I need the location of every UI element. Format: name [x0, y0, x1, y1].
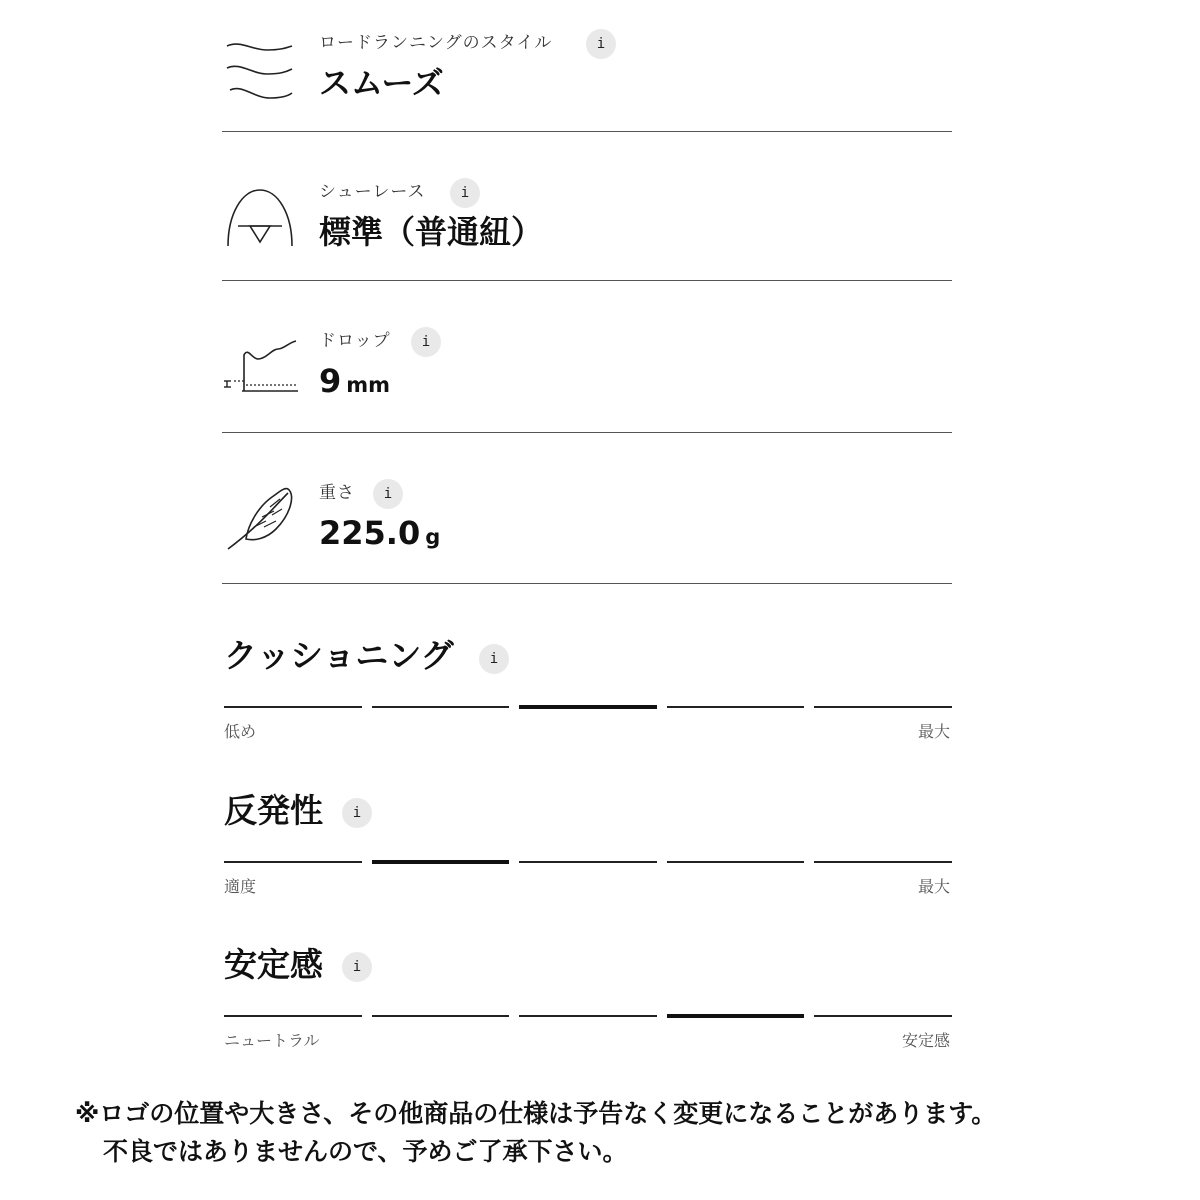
- feather-icon: [222, 485, 298, 555]
- spec-value: [319, 361, 390, 405]
- spec-label: 重さ: [319, 483, 355, 503]
- scale-max-label: 最大: [917, 877, 950, 896]
- info-button[interactable]: i: [411, 327, 441, 357]
- rating-segment-active: [519, 705, 657, 709]
- divider: [222, 280, 952, 281]
- smooth-waves-icon: [222, 38, 298, 108]
- spec-value: スムーズ: [319, 64, 444, 102]
- rating-segment: [519, 1015, 657, 1017]
- rating-segment: [667, 706, 805, 708]
- spec-value: 標準（普通紐）: [319, 213, 544, 251]
- rating-segment: [224, 1015, 362, 1017]
- rating-scale: [224, 1015, 952, 1019]
- info-button[interactable]: i: [479, 644, 509, 674]
- rating-segment: [814, 861, 952, 863]
- rating-segment: [372, 706, 510, 708]
- scale-max-label: 最大: [917, 722, 950, 741]
- rating-segment-active: [667, 1014, 805, 1018]
- rating-title: 反発性: [224, 791, 323, 830]
- spec-value-number: 225.0: [319, 514, 421, 552]
- divider: [222, 131, 952, 132]
- info-button[interactable]: i: [450, 178, 480, 208]
- scale-min-label: 適度: [224, 877, 257, 896]
- info-button[interactable]: i: [373, 479, 403, 509]
- info-button[interactable]: i: [342, 798, 372, 828]
- disclaimer-note-line-1: ※ロゴの位置や大きさ、その他商品の仕様は予告なく変更になることがあります。: [75, 1099, 997, 1128]
- spec-label: ロードランニングのスタイル: [319, 33, 553, 53]
- scale-max-label: 安定感: [901, 1031, 950, 1050]
- spec-value-unit: mm: [346, 373, 391, 397]
- spec-value-unit: g: [425, 525, 441, 549]
- spec-label: ドロップ: [319, 331, 391, 351]
- shoelace-icon: [222, 184, 298, 254]
- rating-segment: [224, 706, 362, 708]
- spec-label: シューレース: [319, 182, 426, 202]
- spec-value: [319, 513, 440, 557]
- divider: [222, 583, 952, 584]
- divider: [222, 432, 952, 433]
- rating-title: クッショニング: [224, 636, 454, 675]
- rating-segment-active: [372, 860, 510, 864]
- spec-value-number: 9: [319, 362, 342, 400]
- disclaimer-note-line-2: 不良ではありませんので、予めご了承下さい。: [103, 1137, 628, 1166]
- drop-icon: [222, 335, 298, 405]
- rating-scale: [224, 861, 952, 865]
- rating-title: 安定感: [224, 945, 323, 984]
- rating-segment: [519, 861, 657, 863]
- rating-segment: [667, 861, 805, 863]
- scale-min-label: ニュートラル: [224, 1031, 320, 1050]
- rating-segment: [372, 1015, 510, 1017]
- info-button[interactable]: i: [342, 952, 372, 982]
- rating-segment: [224, 861, 362, 863]
- rating-segment: [814, 1015, 952, 1017]
- rating-scale: [224, 706, 952, 710]
- info-button[interactable]: i: [586, 29, 616, 59]
- scale-min-label: 低め: [224, 722, 257, 741]
- rating-segment: [814, 706, 952, 708]
